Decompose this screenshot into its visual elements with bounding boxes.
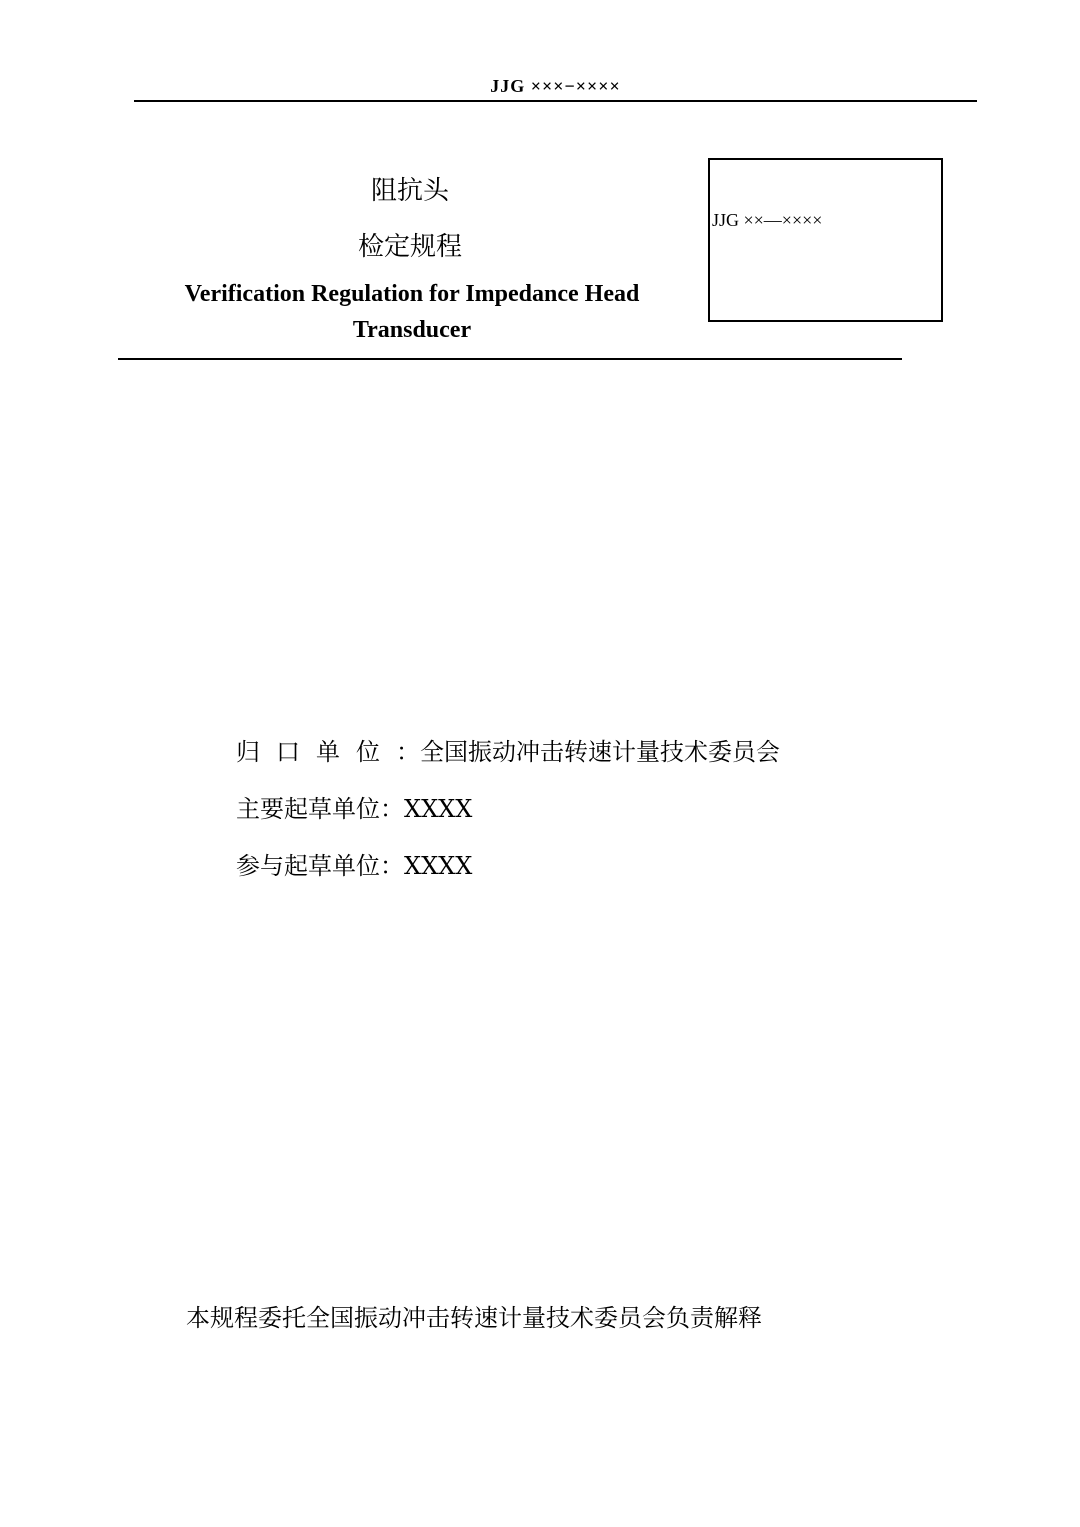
standard-code-header: JJG ×××−×××× <box>490 76 621 96</box>
title-cn-line1: 阻抗头 <box>370 176 449 206</box>
responsible-unit-separator: ： <box>396 738 420 766</box>
main-drafter-label: 主要起草单位： <box>236 795 404 823</box>
title-rule <box>118 358 902 360</box>
main-drafter-value: XXXX <box>404 795 473 823</box>
responsible-unit-value: 全国振动冲击转速计量技术委员会 <box>420 738 780 766</box>
responsible-unit-line <box>236 736 780 768</box>
header-rule <box>134 100 977 102</box>
title-en-line2: Transducer <box>352 317 472 343</box>
code-box <box>708 158 943 322</box>
participant-drafter-label: 参与起草单位： <box>236 852 404 880</box>
main-drafter-line <box>236 793 472 825</box>
responsible-unit-label: 归口单位 <box>236 738 396 766</box>
title-cn-line2: 检定规程 <box>357 232 462 262</box>
title-en <box>150 276 674 348</box>
participant-drafter-value: XXXX <box>404 852 473 880</box>
participant-drafter-line <box>236 850 472 882</box>
interpretation-note: 本规程委托全国振动冲击转速计量技术委员会负责解释 <box>186 1304 762 1332</box>
title-en-line1: Verification Regulation for Impedance Head <box>184 281 640 307</box>
code-box-text: JJG ××—×××× <box>712 210 823 230</box>
